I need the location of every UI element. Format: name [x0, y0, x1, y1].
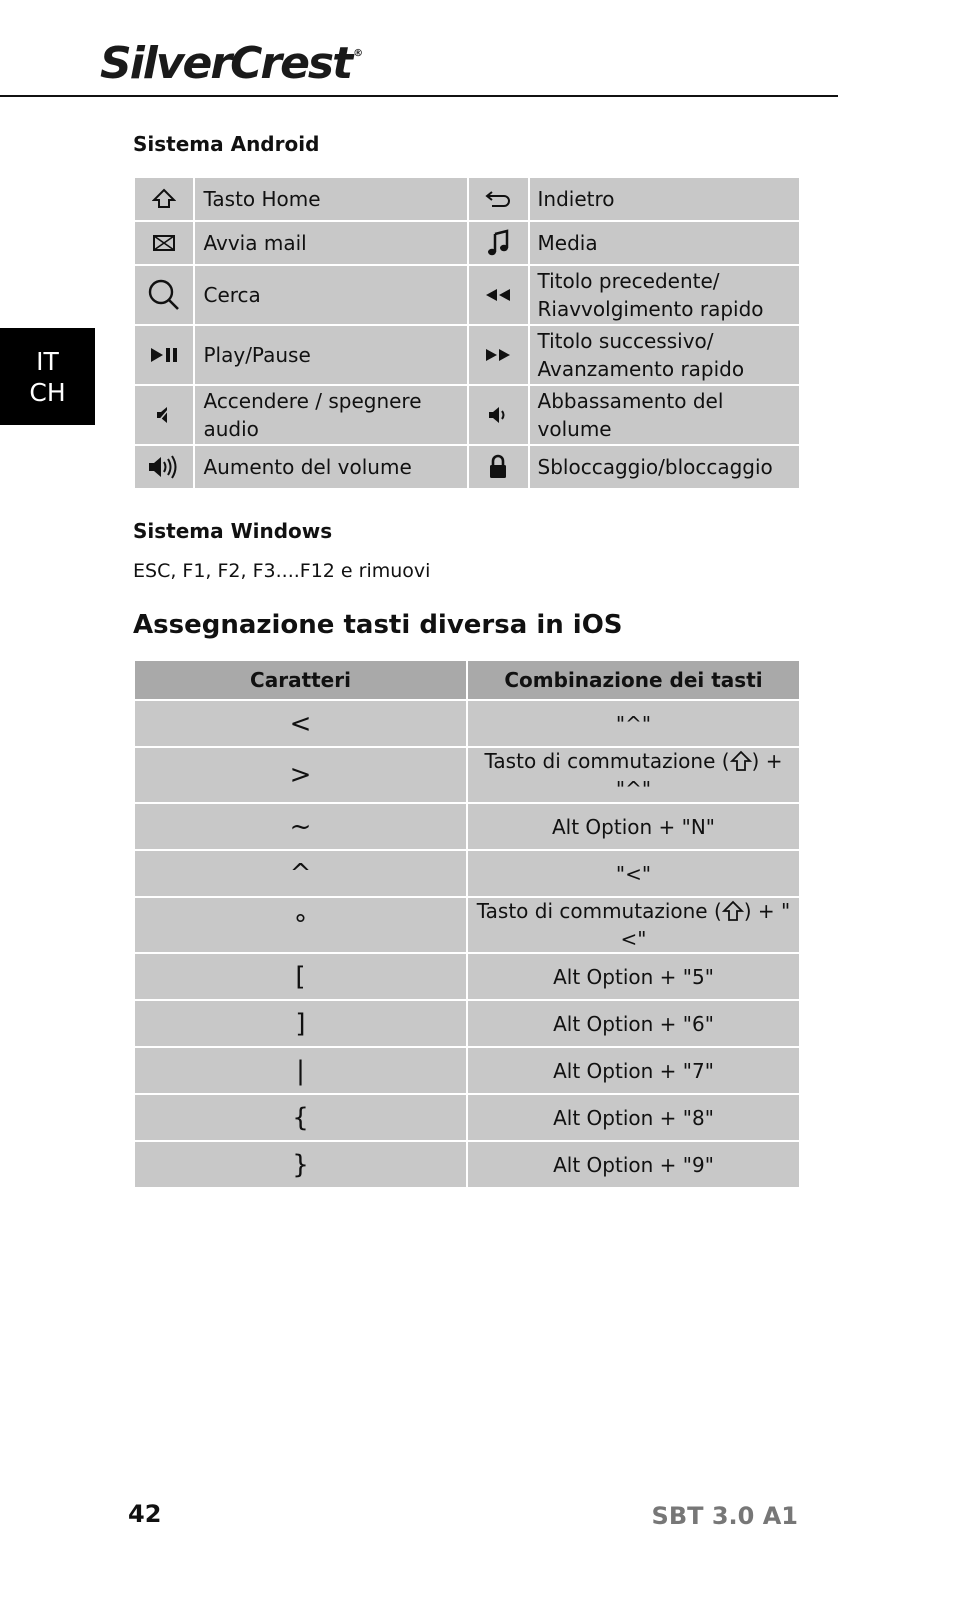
combination-cell: Alt Option + "8": [468, 1095, 799, 1140]
character-cell: <: [135, 701, 466, 746]
table-row: [135, 954, 799, 999]
combination-cell: Tasto di commutazione ( ) + "^": [468, 748, 799, 802]
character-cell: }: [135, 1142, 466, 1187]
column-header-key-combination: Combinazione dei tasti: [468, 661, 799, 699]
table-header-row: [135, 661, 799, 699]
combination-cell: Tasto di commutazione ( ) + "<": [468, 898, 799, 952]
table-row: [135, 898, 799, 952]
rewind-icon: [469, 266, 527, 324]
cell-label: Media: [530, 222, 799, 264]
header-rule: [0, 95, 838, 97]
cell-label: Titolo successivo/ Avanzamento rapido: [530, 326, 799, 384]
table-row: [135, 326, 799, 384]
volume-up-icon: [135, 446, 193, 488]
cell-label: Titolo precedente/ Riavvolgimento rapido: [530, 266, 799, 324]
shift-icon: [730, 750, 752, 777]
mail-icon: [135, 222, 193, 264]
combination-cell: "<": [468, 851, 799, 896]
lock-icon: [469, 446, 527, 488]
back-icon: [469, 178, 527, 220]
table-row: [135, 386, 799, 444]
column-header-characters: Caratteri: [135, 661, 466, 699]
character-cell: >: [135, 748, 466, 802]
ios-key-mapping-table: [133, 659, 801, 1189]
combination-cell: Alt Option + "6": [468, 1001, 799, 1046]
fast-forward-icon: [469, 326, 527, 384]
language-code-ch: CH: [29, 377, 66, 407]
cell-label: Aumento del volume: [195, 446, 467, 488]
page-number: 42: [128, 1500, 162, 1528]
combination-cell: "^": [468, 701, 799, 746]
table-row: [135, 266, 799, 324]
windows-keys-text: ESC, F1, F2, F3....F12 e rimuovi: [133, 560, 431, 582]
character-cell: ^: [135, 851, 466, 896]
cell-label: Play/Pause: [195, 326, 467, 384]
android-heading: Sistema Android: [133, 132, 320, 156]
table-row: [135, 804, 799, 849]
table-row: [135, 446, 799, 488]
model-number: SBT 3.0 A1: [651, 1502, 798, 1530]
windows-heading: Sistema Windows: [133, 519, 333, 543]
table-row: [135, 1048, 799, 1093]
character-cell: °: [135, 898, 466, 952]
search-icon: [135, 266, 193, 324]
shift-icon: [722, 900, 744, 927]
cell-label: Accendere / spegnere audio: [195, 386, 467, 444]
combination-cell: Alt Option + "N": [468, 804, 799, 849]
language-code-it: IT: [36, 346, 59, 376]
table-row: [135, 222, 799, 264]
cell-label: Cerca: [195, 266, 467, 324]
table-row: [135, 701, 799, 746]
cell-label: Abbassamento del volume: [530, 386, 799, 444]
table-row: [135, 178, 799, 220]
home-icon: [135, 178, 193, 220]
volume-down-icon: [469, 386, 527, 444]
music-note-icon: [469, 222, 527, 264]
combination-cell: Alt Option + "7": [468, 1048, 799, 1093]
cell-label: Avvia mail: [195, 222, 467, 264]
android-keys-table: [133, 176, 801, 490]
character-cell: {: [135, 1095, 466, 1140]
table-row: [135, 748, 799, 802]
brand-logo: SilverCrest ®: [100, 38, 364, 89]
table-row: [135, 1142, 799, 1187]
character-cell: |: [135, 1048, 466, 1093]
character-cell: [: [135, 954, 466, 999]
cell-label: Tasto Home: [195, 178, 467, 220]
table-row: [135, 1095, 799, 1140]
play-pause-icon: [135, 326, 193, 384]
cell-label: Sbloccaggio/bloccaggio: [530, 446, 799, 488]
combination-cell: Alt Option + "9": [468, 1142, 799, 1187]
character-cell: ]: [135, 1001, 466, 1046]
cell-label: Indietro: [530, 178, 799, 220]
language-tab: [0, 328, 95, 425]
character-cell: ~: [135, 804, 466, 849]
mute-icon: [135, 386, 193, 444]
table-row: [135, 1001, 799, 1046]
combination-cell: Alt Option + "5": [468, 954, 799, 999]
ios-section-title: Assegnazione tasti diversa in iOS: [133, 610, 623, 640]
table-row: [135, 851, 799, 896]
